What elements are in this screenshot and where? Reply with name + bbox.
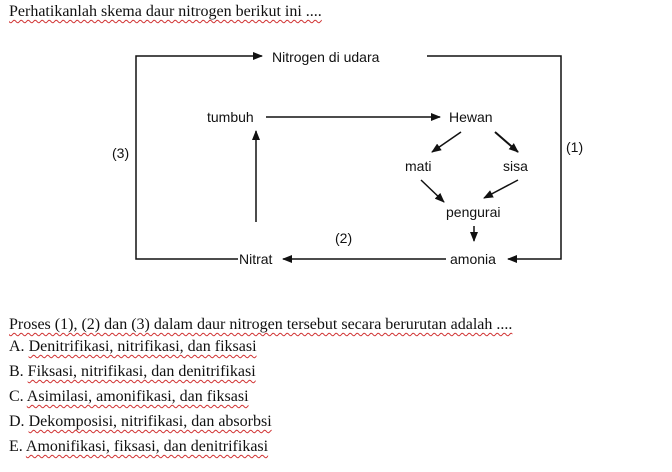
arrow-mati-pengurai [421, 180, 444, 202]
question-intro: Perhatikanlah skema daur nitrogen berikut ini .... [9, 3, 322, 20]
option-e[interactable] [9, 438, 268, 456]
option-text: Asimilasi, amonifikasi, dan fiksasi [26, 388, 249, 405]
option-letter: D. [9, 413, 25, 430]
node-pengurai: pengurai [446, 204, 501, 220]
node-nitrogen-udara: Nitrogen di udara [272, 49, 380, 65]
option-text: Fiksasi, nitrifikasi, dan denitrifikasi [27, 363, 256, 380]
option-letter: C. [9, 388, 24, 405]
option-text: Amonifikasi, fiksasi, dan denitrifikasi [25, 438, 269, 455]
option-d[interactable] [9, 413, 272, 431]
option-letter: E. [9, 438, 23, 455]
arrow-hewan-mati [432, 132, 461, 152]
node-hewan: Hewan [449, 109, 493, 125]
arrow-process-1 [427, 56, 561, 259]
option-text: Dekomposisi, nitrifikasi, dan absorbsi [28, 413, 272, 430]
option-c[interactable] [9, 388, 249, 406]
node-nitrat: Nitrat [239, 251, 273, 267]
label-process-3: (3) [112, 145, 130, 161]
arrow-process-3 [136, 56, 262, 259]
question-prompt: Proses (1), (2) dan (3) dalam daur nitrogen tersebut secara berurutan adalah .... [9, 316, 513, 333]
node-tumbuh: tumbuh [207, 109, 254, 125]
label-process-1: (1) [566, 139, 584, 155]
node-amonia: amonia [450, 251, 496, 267]
arrow-hewan-sisa [495, 132, 518, 152]
option-text: Denitrifikasi, nitrifikasi, dan fiksasi [28, 338, 257, 355]
label-process-2: (2) [335, 230, 353, 246]
option-letter: B. [9, 363, 24, 380]
option-b[interactable] [9, 363, 256, 381]
arrow-sisa-pengurai [484, 180, 518, 198]
node-sisa: sisa [503, 158, 528, 174]
option-letter: A. [9, 338, 25, 355]
option-a[interactable] [9, 338, 257, 356]
node-mati: mati [405, 158, 432, 174]
